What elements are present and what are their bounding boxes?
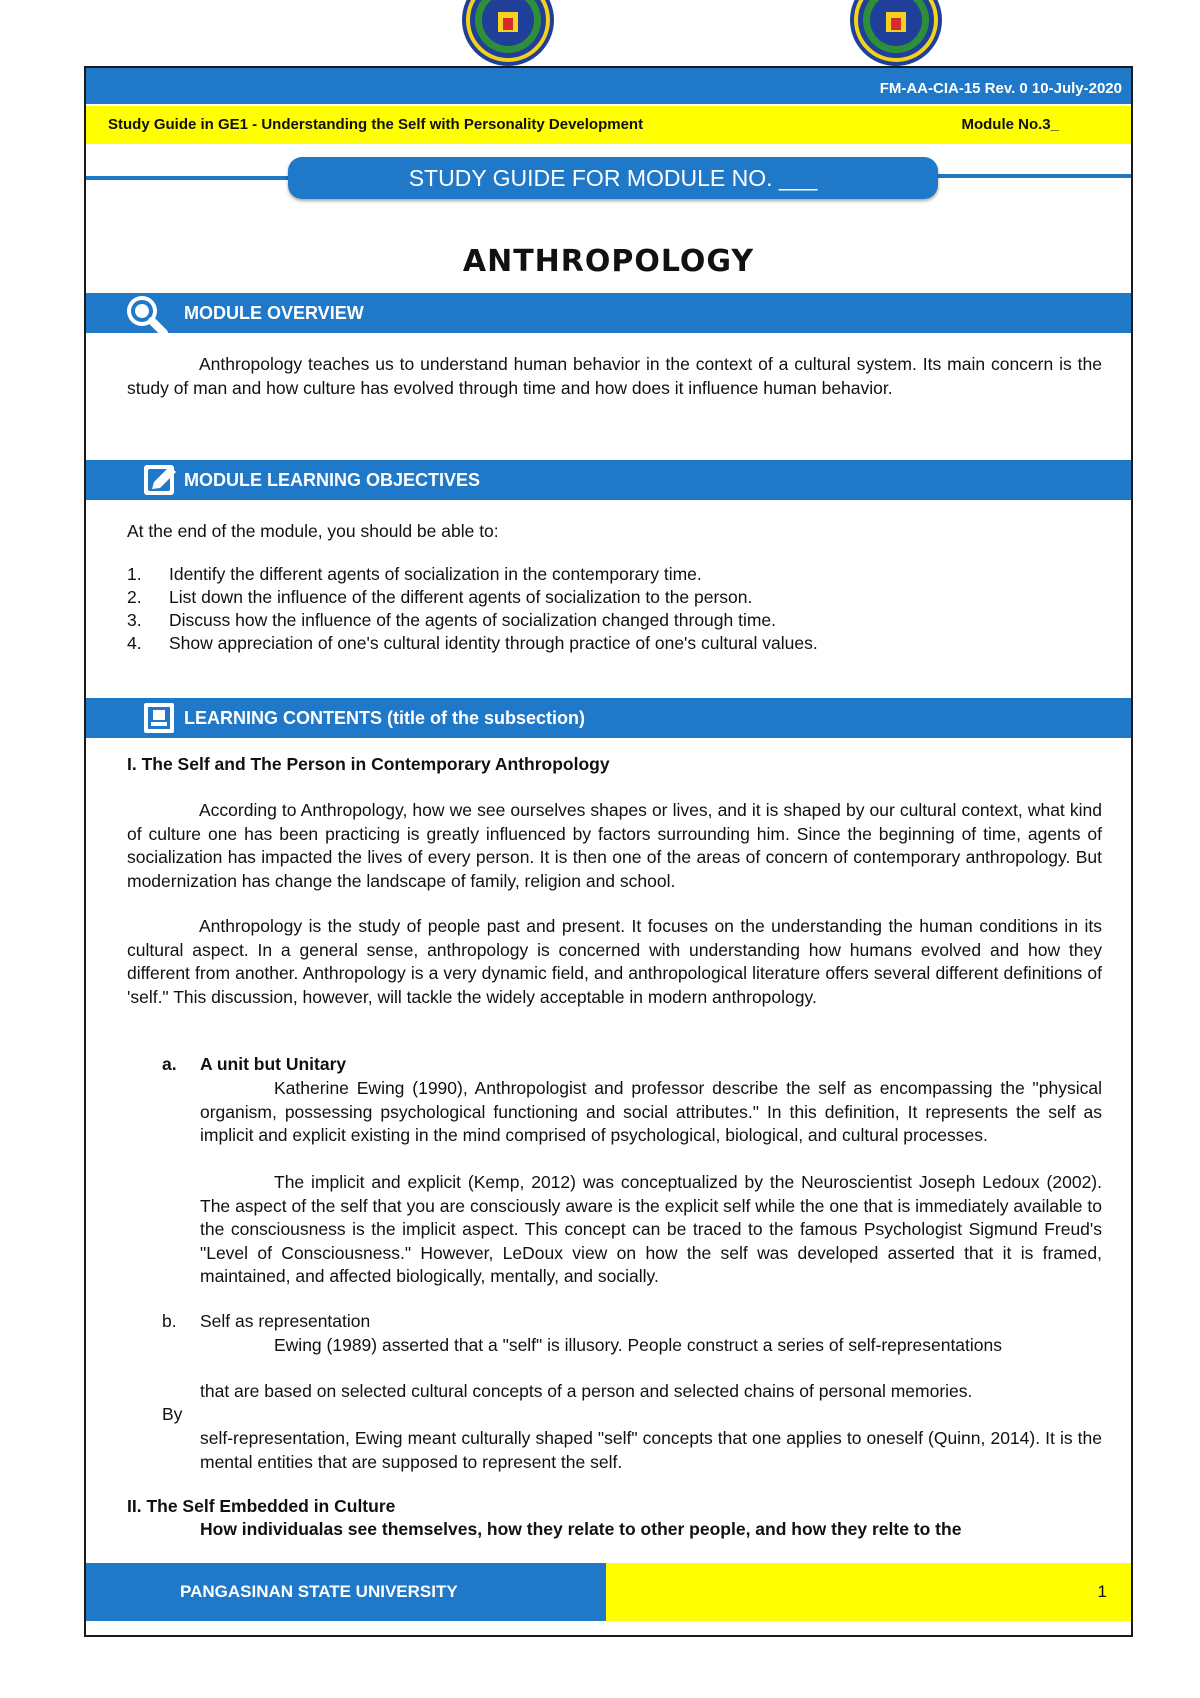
item-b-line-2: that are based on selected cultural concepts of a person and selected chains of personal memories. — [200, 1381, 973, 1401]
banner-rule-right — [920, 174, 1131, 178]
banner-rule-left — [86, 176, 306, 180]
guide-title-bar — [86, 106, 1131, 144]
objective-number: 3. — [127, 610, 142, 630]
objective-number: 4. — [127, 633, 142, 653]
subsection-title-1: I. The Self and The Person in Contemporary Anthropology — [127, 754, 610, 774]
objective-item — [127, 564, 1107, 587]
objective-text: Show appreciation of one's cultural identity through practice of one's cultural values. — [169, 633, 818, 653]
learning-objectives-heading: MODULE LEARNING OBJECTIVES — [184, 470, 481, 490]
footer-university-bar — [86, 1563, 606, 1621]
magnifier-icon — [122, 291, 174, 342]
page-number: 1 — [1097, 1582, 1107, 1601]
objective-number: 2. — [127, 587, 142, 607]
objective-number: 1. — [127, 564, 142, 584]
form-code: FM-AA-CIA-15 Rev. 0 10-July-2020 — [879, 80, 1122, 97]
objective-item — [127, 587, 1107, 610]
item-a-marker: a. — [162, 1054, 177, 1074]
objectives-intro: At the end of the module, you should be able to: — [127, 521, 499, 541]
contents-paragraph-2: Anthropology is the study of people past and present. It focuses on the understanding the human conditions in its cultural aspect. In a general sense, anthropology is concerned with understanding how humans evolved and how they different from another. Anthropology is a very dynamic field, and anthropological literature offers several different definitions of 'self." This discussion, however, will tackle the widely acceptable in modern anthropology. — [127, 916, 1102, 1007]
learning-contents-heading: LEARNING CONTENTS (title of the subsection) — [184, 708, 586, 728]
objective-text: List down the influence of the different agents of socialization to the person. — [169, 587, 753, 607]
pencil-icon — [142, 462, 180, 503]
item-a-title: A unit but Unitary — [200, 1054, 347, 1074]
page-title: ANTHROPOLOGY — [462, 244, 755, 279]
module-number: Module No.3_ — [961, 116, 1059, 133]
objective-item — [127, 633, 1107, 656]
guide-title: Study Guide in GE1 - Understanding the Self with Personality Development — [108, 116, 644, 133]
objective-item — [127, 610, 1107, 633]
university-seal-right-icon — [846, 0, 946, 68]
overview-paragraph: Anthropology teaches us to understand human behavior in the context of a cultural system. Its main concern is the study of man and how culture has evolved through time and how does it influence human behavior. — [127, 354, 1102, 398]
module-overview-heading: MODULE OVERVIEW — [184, 303, 364, 323]
learning-objectives-header — [86, 460, 1131, 500]
objective-text: Discuss how the influence of the agents of socialization changed through time. — [169, 610, 777, 630]
university-seal-left-icon — [458, 0, 558, 68]
footer-university-name: PANGASINAN STATE UNIVERSITY — [180, 1582, 458, 1601]
item-a-paragraph-2: The implicit and explicit (Kemp, 2012) was conceptualized by the Neuroscientist Joseph Ledoux (2002). The aspect of the self that you are consciously aware is the explicit self while the one that is immediately available to the consciousness is the implicit aspect. This concept can be traced to the famous Psychologist Sigmund Freud's "Level of Consciousness." However, LeDoux view on how the self was developed asserted that it is framed, maintained, and affected biologically, mentally, and socially. — [200, 1172, 1102, 1286]
item-b-by: By — [162, 1404, 183, 1424]
objective-text: Identify the different agents of socialization in the contemporary time. — [169, 564, 702, 584]
item-b-line-1: Ewing (1989) asserted that a "self" is illusory. People construct a series of self-representations — [274, 1335, 1003, 1355]
item-b-title: Self as representation — [200, 1311, 371, 1331]
learning-contents-header — [86, 698, 1131, 738]
contents-paragraph-1: According to Anthropology, how we see ourselves shapes or lives, and it is shaped by our cultural context, what kind of culture one has been practicing is greatly influenced by factors surrounding him. Since the beginning of time, agents of socialization has impacted the lives of every person. It is then one of the areas of concern of contemporary anthropology. But modernization has change the landscape of family, religion and school. — [127, 800, 1102, 891]
subsection-title-2: II. The Self Embedded in Culture — [127, 1496, 396, 1516]
study-guide-banner: STUDY GUIDE FOR MODULE NO. ___ — [288, 157, 938, 199]
objectives-list — [127, 564, 1107, 656]
subsection-2-text: How individualas see themselves, how they relate to other people, and how they relte to the — [200, 1519, 962, 1539]
book-icon — [142, 700, 180, 741]
item-a-paragraph-1: Katherine Ewing (1990), Anthropologist and professor describe the self as encompassing the "physical organism, possessing psychological functioning and social attributes." In this definition, It represents the self as implicit and explicit existing in the mind comprised of psychological, biological, and cultural processes. — [200, 1078, 1102, 1145]
footer-page-bar — [606, 1563, 1131, 1621]
item-b-line-3: self-representation, Ewing meant culturally shaped "self" concepts that one applies to oneself (Quinn, 2014). It is the mental entities that are supposed to represent the self. — [200, 1428, 1102, 1472]
module-overview-header — [86, 293, 1131, 333]
item-b-marker: b. — [162, 1311, 177, 1331]
